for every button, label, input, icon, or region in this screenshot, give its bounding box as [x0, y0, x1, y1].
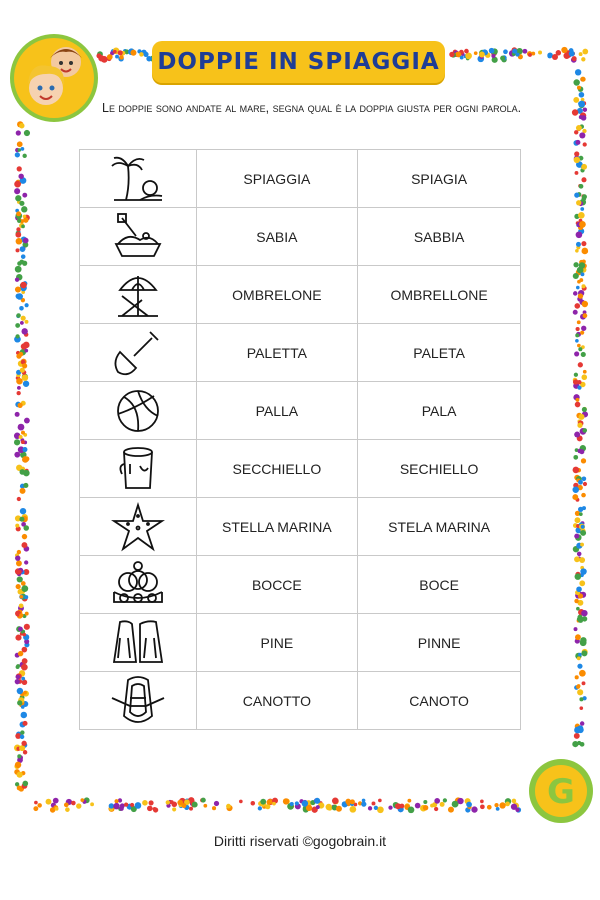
word-option[interactable]: SECHIELLO [358, 440, 521, 498]
word-option[interactable]: PALA [358, 382, 521, 440]
dinghy-icon [110, 676, 166, 726]
word-option[interactable]: SECCHIELLO [196, 440, 358, 498]
word-option[interactable]: SABBIA [358, 208, 521, 266]
word-choice-table [79, 149, 521, 730]
table-row [80, 556, 521, 614]
table-row [80, 324, 521, 382]
word-option[interactable]: PALETA [358, 324, 521, 382]
table-row [80, 672, 521, 730]
palm-beach-icon [110, 154, 166, 204]
bocce-balls-icon [110, 560, 166, 610]
word-option[interactable]: STELLA MARINA [196, 498, 358, 556]
table-row [80, 440, 521, 498]
sand-bucket-icon [110, 212, 166, 262]
word-option[interactable]: OMBRELLONE [358, 266, 521, 324]
table-row [80, 208, 521, 266]
table-row [80, 382, 521, 440]
gogobrain-logo-icon [528, 758, 594, 824]
bucket-icon [110, 444, 166, 494]
kids-mascot-icon [8, 32, 100, 124]
word-option[interactable]: PALETTA [196, 324, 358, 382]
shovel-icon [110, 328, 166, 378]
title-banner [152, 41, 445, 83]
word-option[interactable]: CANOTTO [196, 672, 358, 730]
starfish-icon [110, 502, 166, 552]
word-option[interactable]: SABIA [196, 208, 358, 266]
logo-letter: G [547, 772, 575, 812]
word-option[interactable]: BOCCE [196, 556, 358, 614]
instructions-text: Le doppie sono andate al mare, segna qual è la doppia giusta per ogni parola. [102, 101, 522, 115]
table-row [80, 266, 521, 324]
word-option[interactable]: STELA MARINA [358, 498, 521, 556]
table-row [80, 614, 521, 672]
word-option[interactable]: SPIAGIA [358, 150, 521, 208]
word-option[interactable]: OMBRELONE [196, 266, 358, 324]
footer-copyright: Diritti riservati ©gogobrain.it [213, 833, 387, 849]
word-option[interactable]: PINE [196, 614, 358, 672]
table-row [80, 150, 521, 208]
word-option[interactable]: CANOTO [358, 672, 521, 730]
beach-ball-icon [110, 386, 166, 436]
word-option[interactable]: BOCE [358, 556, 521, 614]
page-title: DOPPIE IN SPIAGGIA [157, 49, 440, 75]
table-row [80, 498, 521, 556]
word-option[interactable]: PALLA [196, 382, 358, 440]
flippers-icon [110, 618, 166, 668]
word-option[interactable]: SPIAGGIA [196, 150, 358, 208]
word-option[interactable]: PINNE [358, 614, 521, 672]
umbrella-chair-icon [110, 270, 166, 320]
